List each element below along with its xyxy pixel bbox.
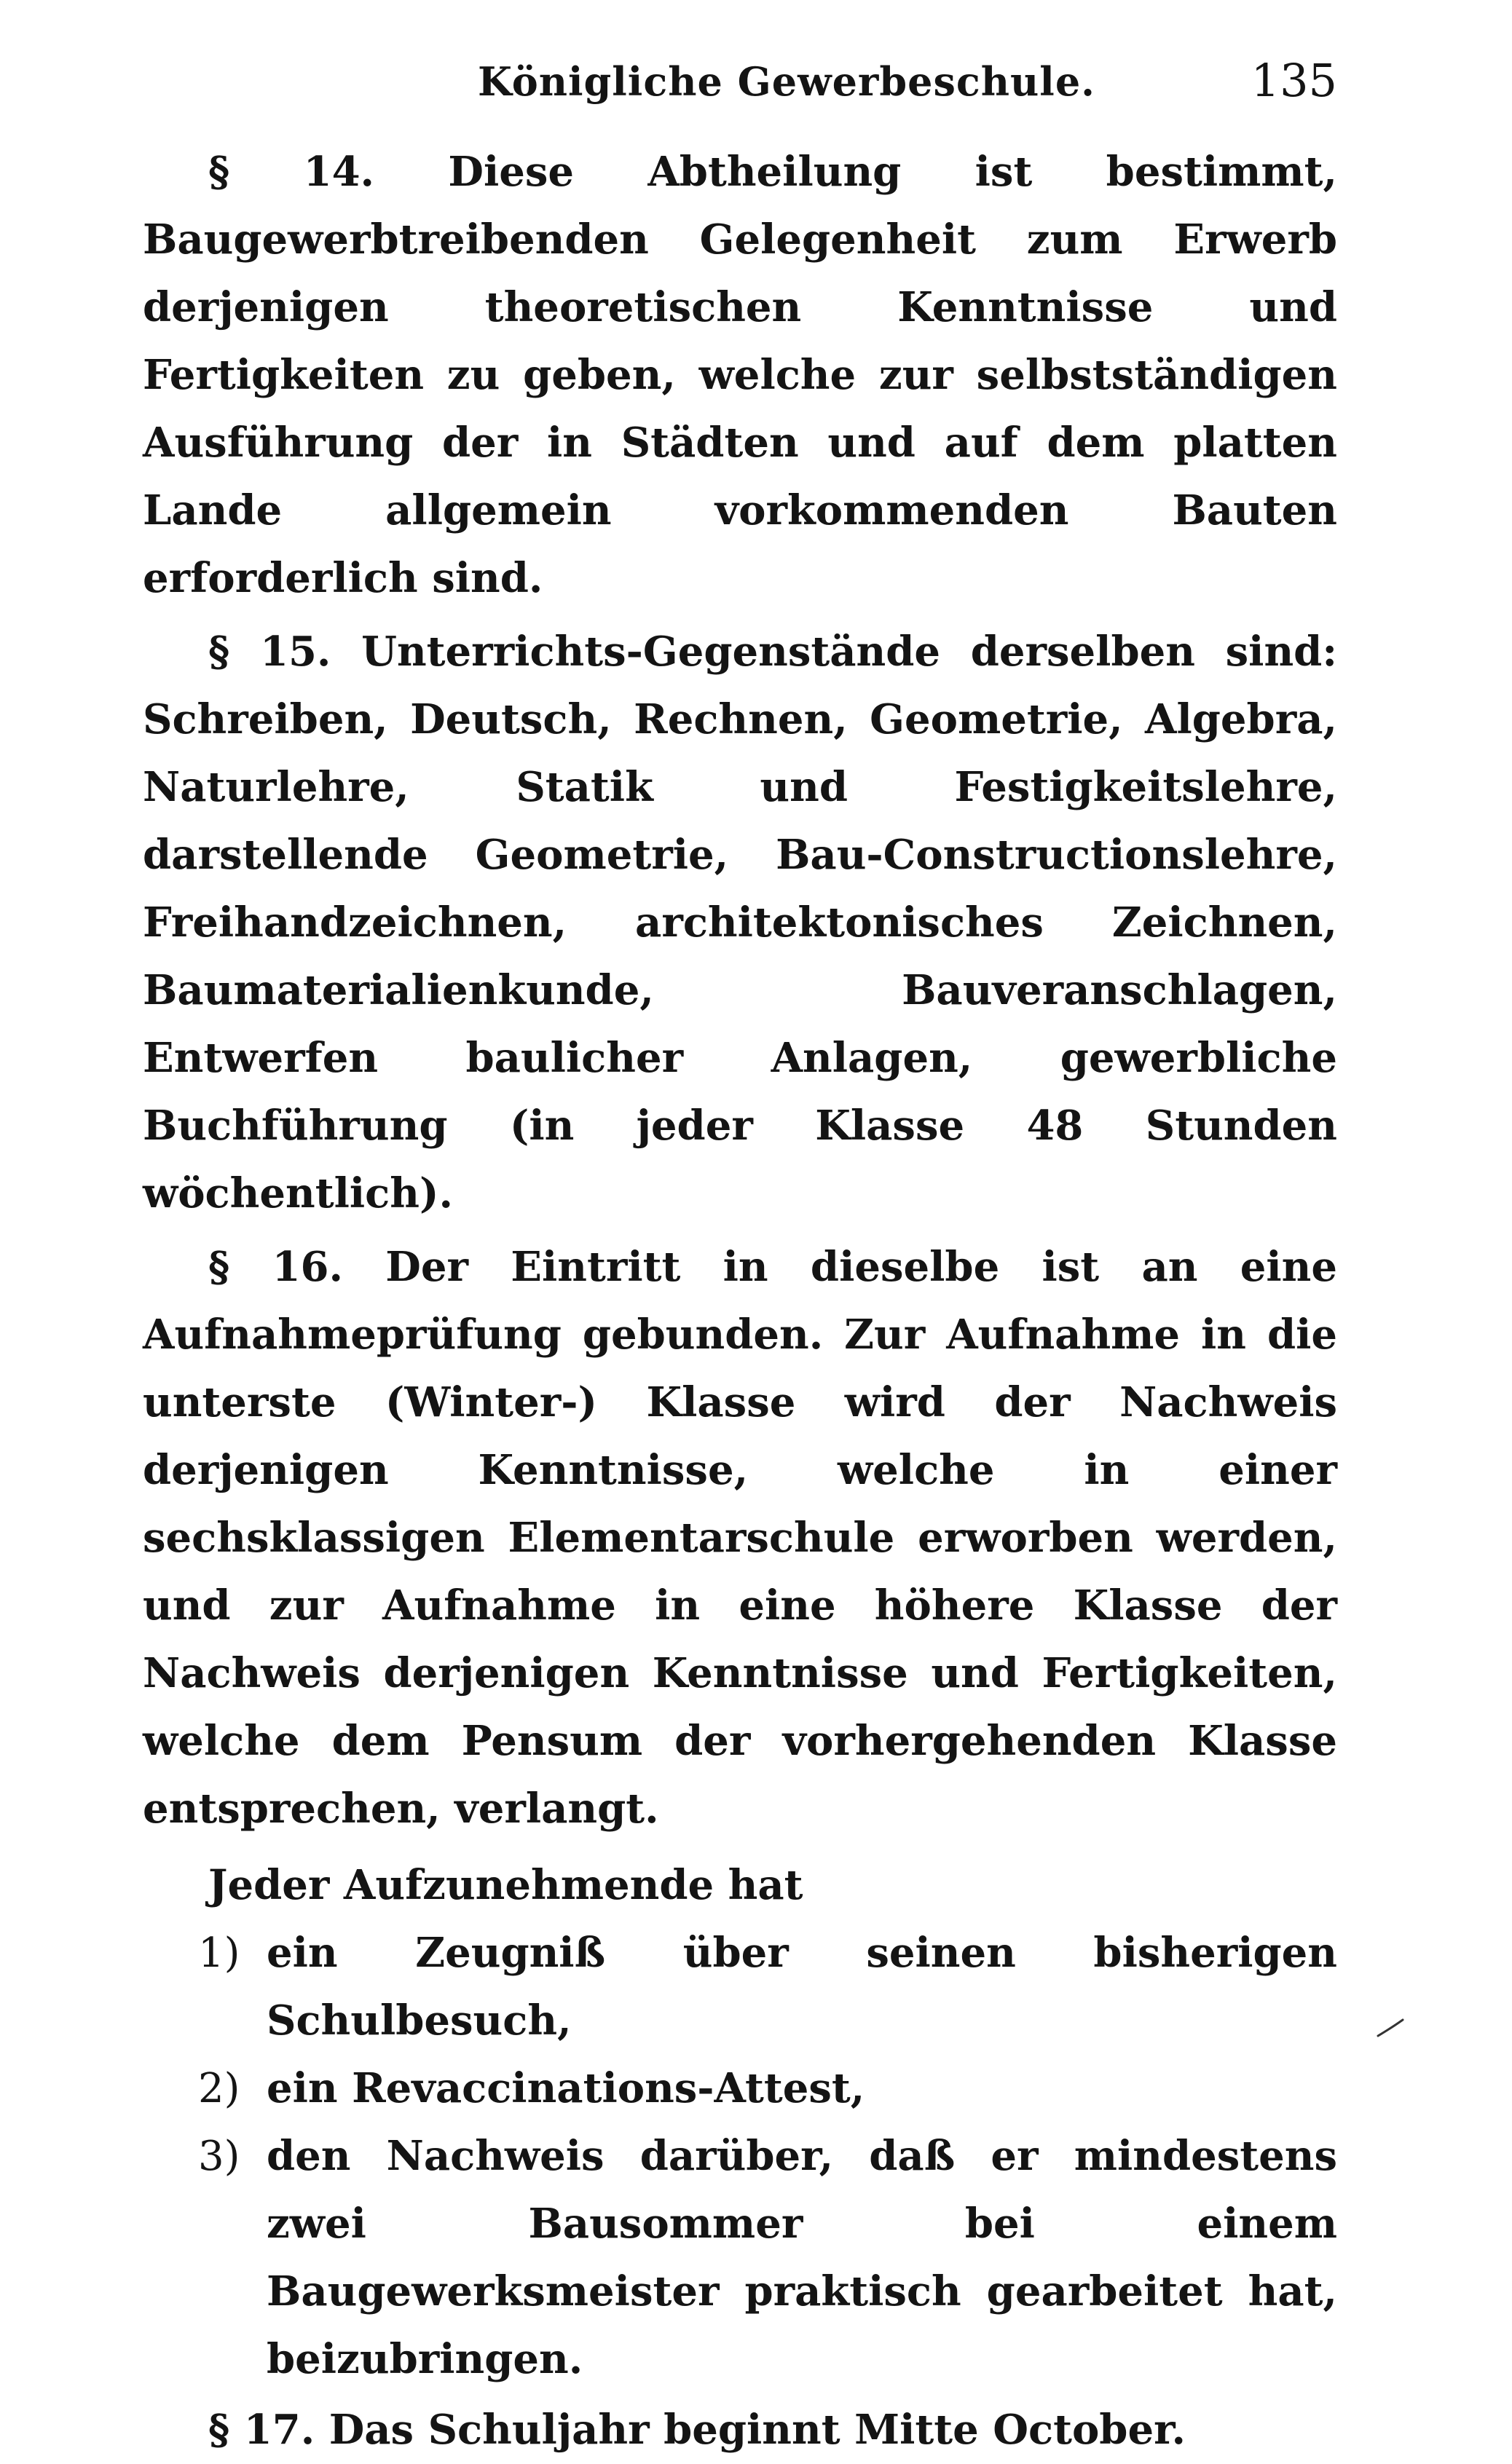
paragraph-14: § 14. Diese Abtheilung ist bestimmt, Baugewerbtreibenden Gelegenheit zum Erwerb derjenigen theoretischen Kenntnisse und Fertigkeiten zu geben, welche zur selbstständigen Ausführung der in Städten und auf dem platten Lande allgemein vorkommenden Bauten erforderlich sind. bbox=[143, 148, 1337, 602]
requirement-number: 2) bbox=[198, 2065, 240, 2112]
pen-mark-icon bbox=[1377, 2017, 1406, 2039]
requirement-item bbox=[143, 2055, 1337, 2123]
requirement-item bbox=[143, 2123, 1337, 2393]
paragraph-16: § 16. Der Eintritt in dieselbe ist an eine Aufnahmeprüfung gebunden. Zur Aufnahme in die unterste (Winter-) Klasse wird der Nachweis derjenigen Kenntnisse, welche in einer sechsklassigen Elementarschule erworben werden, und zur Aufnahme in eine höhere Klasse der Nachweis derjenigen Kenntnisse und Fertigkeiten, welche dem Pensum der vorhergehenden Klasse entsprechen, verlangt. bbox=[143, 1243, 1337, 1833]
requirements-list bbox=[143, 1919, 1337, 2393]
book-page bbox=[143, 51, 1337, 2464]
requirement-item bbox=[143, 1919, 1337, 2055]
page-number: 135 bbox=[1251, 54, 1337, 107]
paragraph-17: § 17. Das Schuljahr beginnt Mitte October. bbox=[208, 2406, 1186, 2454]
requirement-number: 3) bbox=[198, 2133, 240, 2180]
requirements-intro: Jeder Aufzunehmende hat bbox=[208, 1861, 803, 1909]
requirement-text: ein Zeugniß über seinen bisherigen Schulbesuch, bbox=[267, 1929, 1337, 2045]
requirement-text: den Nachweis darüber, daß er mindestens zwei Bausommer bei einem Baugewerksmeister praktisch gearbeitet hat, beizubringen. bbox=[267, 2132, 1337, 2383]
requirement-text: ein Revaccinations-Attest, bbox=[267, 2064, 865, 2112]
running-head: Königliche Gewerbeschule. bbox=[478, 58, 1095, 105]
requirement-number: 1) bbox=[198, 1930, 240, 1977]
paragraph-15: § 15. Unterrichts-Gegenstände derselben sind: Schreiben, Deutsch, Rechnen, Geometrie, Algebra, Naturlehre, Statik und Festigkeitslehre, darstellende Geometrie, Bau-Constructionslehre, Freihandzeichnen, architektonisches Zeichnen, Baumaterialienkunde, Bauveranschlagen, Entwerfen baulicher Anlagen, gewerbliche Buchführung (in jeder Klasse 48 Stunden wöchentlich). bbox=[143, 628, 1337, 1217]
page-header bbox=[143, 51, 1337, 138]
